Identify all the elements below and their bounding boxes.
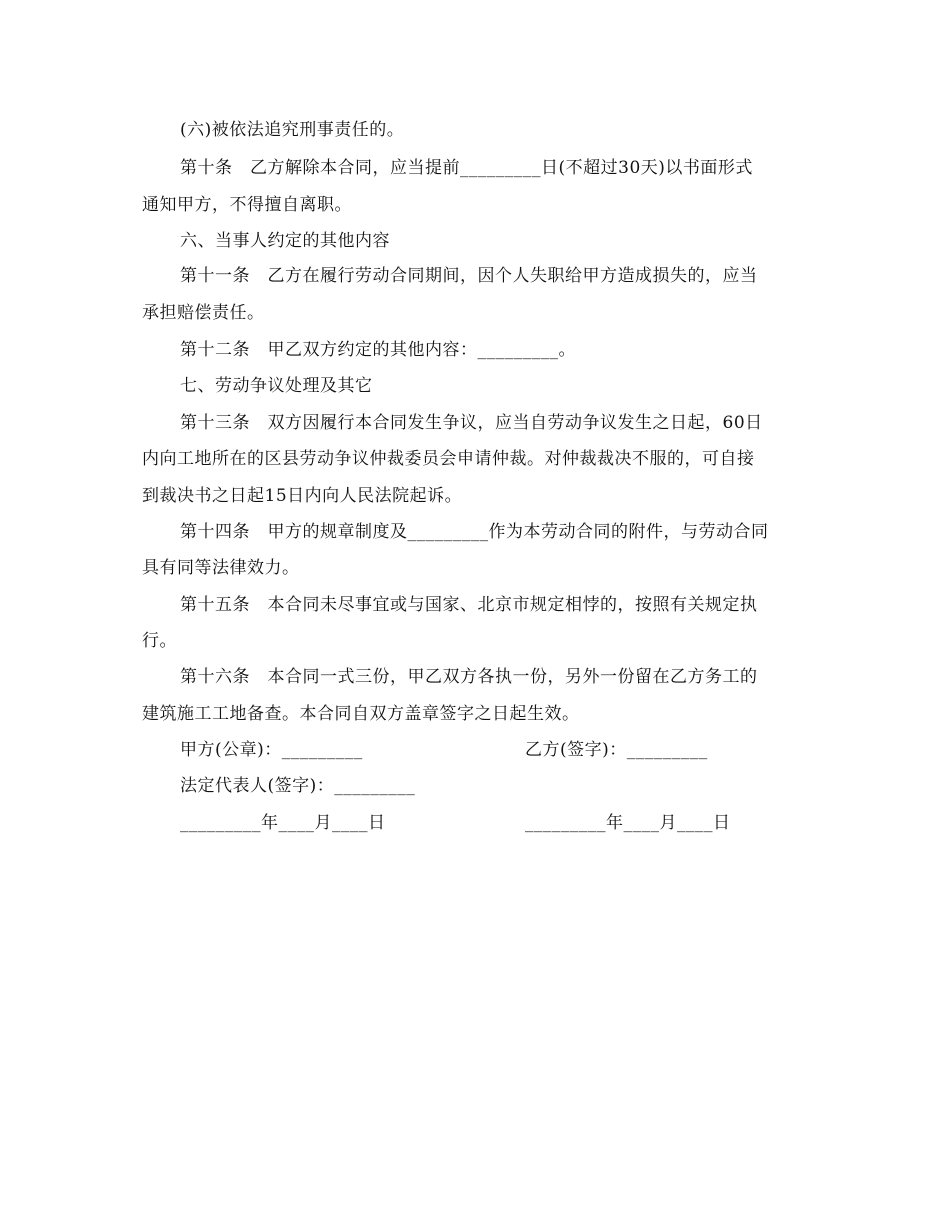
text-line: 第十六条 本合同一式三份，甲乙双方各执一份，另外一份留在乙方务工的 — [180, 667, 758, 687]
party-b-signature-field: 乙方(签字)：_________ — [525, 740, 708, 760]
text-line: 第十一条 乙方在履行劳动合同期间，因个人失职给甲方造成损失的，应当 — [180, 266, 758, 286]
text-line: 第十三条 双方因履行本合同发生争议，应当自劳动争议发生之日起，60日 — [180, 413, 763, 433]
text-line: (六)被依法追究刑事责任的。 — [180, 120, 405, 140]
section-heading: 六、当事人约定的其他内容 — [180, 231, 390, 251]
text-line: 行。 — [142, 631, 177, 651]
text-line: 到裁决书之日起15日内向人民法院起诉。 — [142, 486, 463, 506]
text-line: 第十五条 本合同未尽事宜或与国家、北京市规定相悖的，按照有关规定执 — [180, 595, 758, 615]
text-line: 第十二条 甲乙双方约定的其他内容：_________。 — [180, 340, 576, 360]
legal-rep-signature-field: 法定代表人(签字)：_________ — [180, 776, 416, 796]
text-line: 通知甲方，不得擅自离职。 — [142, 195, 352, 215]
text-line: 第十四条 甲方的规章制度及_________作为本劳动合同的附件，与劳动合同 — [180, 522, 769, 542]
party-a-date-field: _________年____月____日 — [180, 813, 386, 833]
text-line: 内向工地所在的区县劳动争议仲裁委员会申请仲裁。对仲裁裁决不服的，可自接 — [142, 449, 755, 469]
text-line: 承担赔偿责任。 — [142, 303, 265, 323]
section-heading: 七、劳动争议处理及其它 — [180, 376, 373, 396]
party-a-seal-field: 甲方(公章)：_________ — [180, 740, 363, 760]
text-line: 具有同等法律效力。 — [142, 558, 300, 578]
party-b-date-field: _________年____月____日 — [525, 813, 731, 833]
text-line: 建筑施工工地备查。本合同自双方盖章签字之日起生效。 — [142, 704, 580, 724]
text-line: 第十条 乙方解除本合同，应当提前_________日(不超过30天)以书面形式 — [180, 158, 753, 178]
